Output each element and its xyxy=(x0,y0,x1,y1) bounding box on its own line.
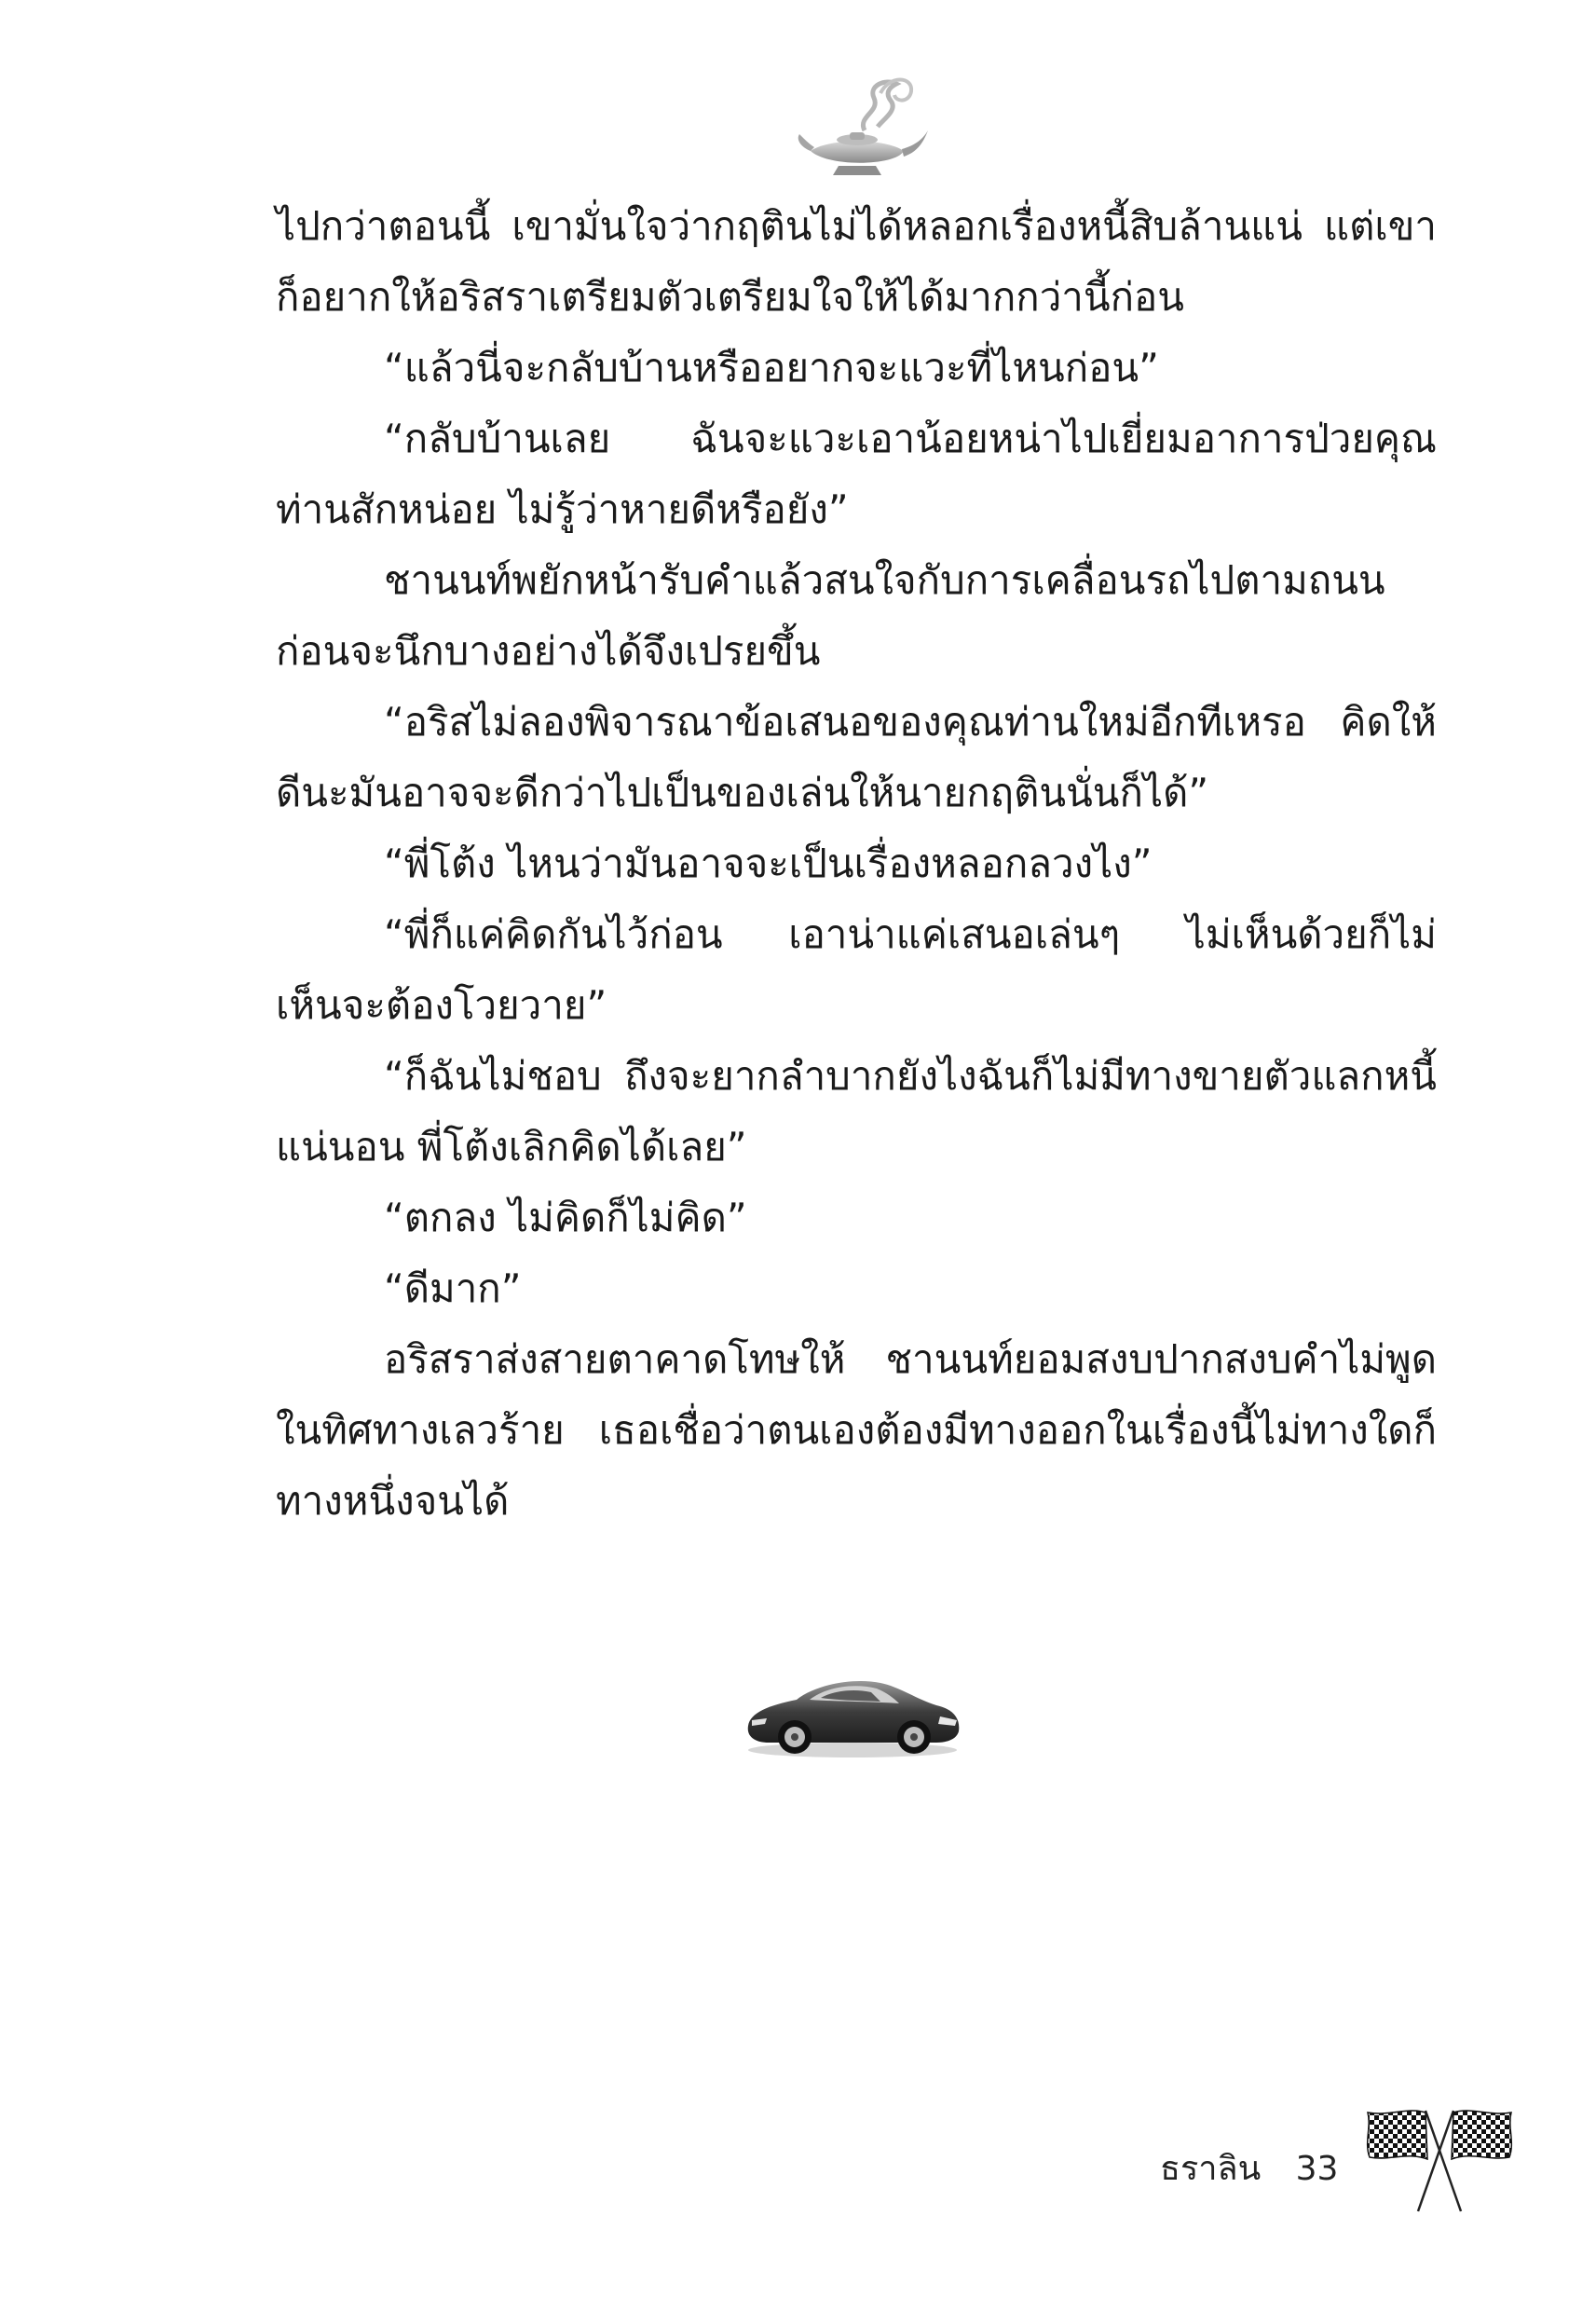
paragraph: ไปกว่าตอนนี้ เขามั่นใจว่ากฤตินไม่ได้หลอกเรื่องหนี้สิบล้านแน่ แต่เขาก็อยากให้อริสราเตรียมตัวเตรียมใจให้ได้มากกว่านี้ก่อน xyxy=(276,203,1437,320)
story-text xyxy=(276,191,1437,1537)
paragraph: “ก็ฉันไม่ชอบ ถึงจะยากลำบากยังไงฉันก็ไม่มีทางขายตัวแลกหนี้แน่นอน พี่โต้งเลิกคิดได้เลย” xyxy=(276,1053,1437,1169)
paragraph: “พี่โต้ง ไหนว่ามันอาจจะเป็นเรื่องหลอกลวงไง” xyxy=(384,841,1153,886)
paragraph: “แล้วนี่จะกลับบ้านหรืออยากจะแวะที่ไหนก่อน” xyxy=(384,345,1159,390)
author-name: ธราลิน xyxy=(1160,2150,1262,2188)
checkered-flags-icon xyxy=(1360,2101,1519,2213)
paragraph: “พี่ก็แค่คิดกันไว้ก่อน เอาน่าแค่เสนอเล่นๆ ไม่เห็นด้วยก็ไม่เห็นจะต้องโวยวาย” xyxy=(276,911,1437,1028)
paragraph: อริสราส่งสายตาคาดโทษให้ ชานนท์ยอมสงบปากสงบคำไม่พูดในทิศทางเลวร้าย เธอเชื่อว่าตนเองต้องมีทางออกในเรื่องนี้ไม่ทางใดก็ทางหนึ่งจนได้ xyxy=(276,1336,1437,1524)
paragraph: “ตกลง ไม่คิดก็ไม่คิด” xyxy=(384,1195,747,1240)
paragraph: “กลับบ้านเลย ฉันจะแวะเอาน้อยหน่าไปเยี่ยมอาการป่วยคุณท่านสักหน่อย ไม่รู้ว่าหายดีหรือยัง” xyxy=(276,416,1437,532)
paragraph: ชานนท์พยักหน้ารับคำแล้วสนใจกับการเคลื่อนรถไปตามถนนก่อนจะนึกบางอย่างได้จึงเปรยขึ้น xyxy=(276,557,1385,674)
footer-text xyxy=(1160,2141,1338,2195)
paragraph: “ดีมาก” xyxy=(384,1265,522,1311)
page-number: 33 xyxy=(1295,2150,1339,2188)
paragraph: “อริสไม่ลองพิจารณาข้อเสนอของคุณท่านใหม่อีกทีเหรอ คิดให้ดีนะมันอาจจะดีกว่าไปเป็นของเล่นให้นายกฤตินนั่นก็ได้” xyxy=(276,699,1437,815)
genie-lamp-ornament-icon xyxy=(792,65,932,186)
sports-car-icon xyxy=(741,1659,964,1761)
